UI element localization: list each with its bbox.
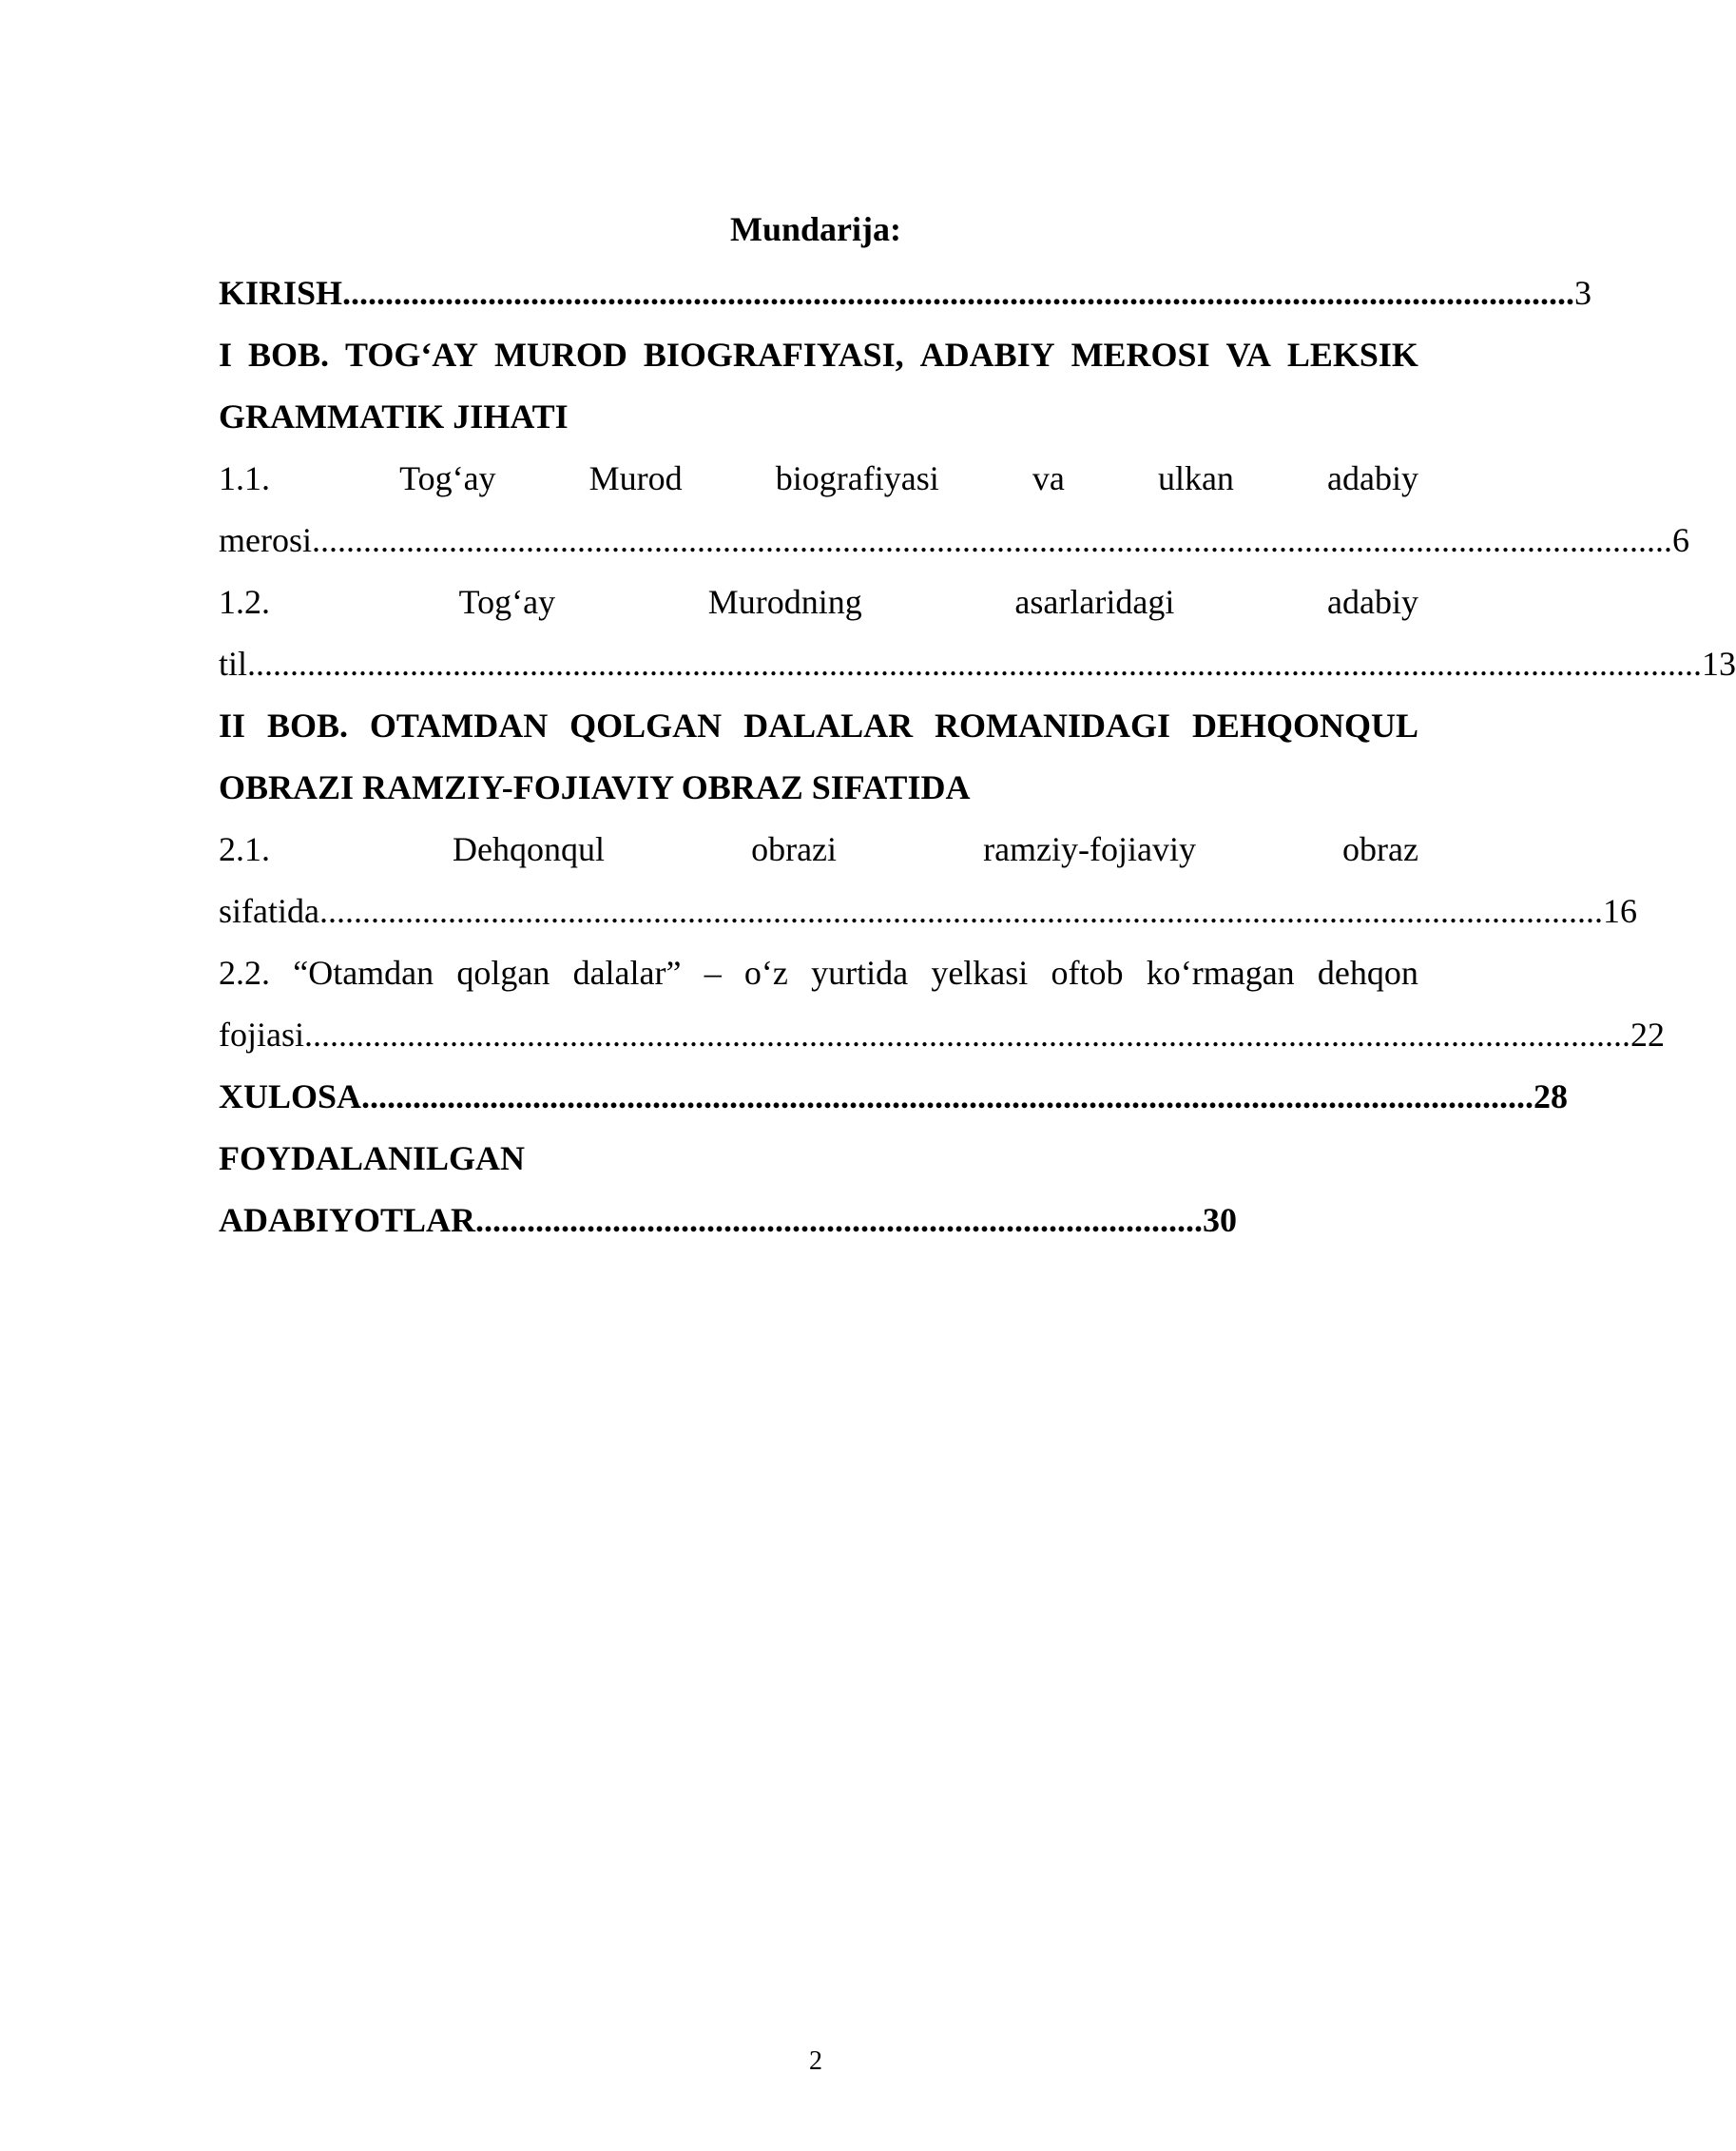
- toc-section-word: va: [1032, 459, 1065, 497]
- toc-chapter-1-line-2: GRAMMATIK JIHATI: [219, 397, 569, 436]
- toc-page-number: 22: [1630, 1016, 1665, 1054]
- toc-chapter-2-line-2: OBRAZI RAMZIY-FOJIAVIY OBRAZ SIFATIDA: [219, 768, 971, 806]
- toc-heading-word: BOB.: [247, 336, 329, 374]
- toc-chapter-1-line-1: [219, 330, 1418, 379]
- toc-leader-dots: ...............................................................................................................................................................: [311, 521, 1672, 559]
- toc-chapter-2-line-1: [219, 701, 1418, 750]
- toc-section-word: dalalar”: [572, 954, 682, 992]
- toc-entry-label: fojiasi: [219, 1016, 304, 1054]
- toc-section-word: dehqon: [1317, 954, 1418, 992]
- toc-section-word: “Otamdan: [293, 954, 434, 992]
- toc-section-word: Tog‘ay: [399, 459, 496, 497]
- toc-entry-label: ADABIYOTLAR: [219, 1201, 476, 1239]
- toc-heading-word: ADABIY: [919, 336, 1055, 374]
- toc-page-number: 28: [1533, 1077, 1569, 1115]
- toc-section-word: Tog‘ay: [458, 583, 556, 621]
- toc-entry-xulosa: [219, 1072, 1569, 1121]
- toc-heading-word: BIOGRAFIYASI,: [643, 336, 904, 374]
- toc-section-2-2: [219, 948, 1418, 998]
- toc-section-word: yurtida: [811, 954, 909, 992]
- toc-heading-word: ROMANIDAGI: [935, 707, 1171, 745]
- toc-entry-references-line-1: FOYDALANILGAN: [219, 1139, 526, 1177]
- toc-section-word: Dehqonqul: [453, 830, 606, 868]
- toc-entry-label: merosi: [219, 521, 312, 559]
- toc-leader-dots: ...........................................................................................................................................................: [303, 1016, 1630, 1054]
- toc-heading-word: VA: [1225, 336, 1271, 374]
- toc-page-number: 13: [1702, 645, 1736, 683]
- toc-section-word: adabiy: [1327, 459, 1418, 497]
- toc-section-number: 1.1.: [219, 459, 270, 497]
- toc-section-word: asarlaridagi: [1014, 583, 1175, 621]
- toc-heading-word: MEROSI: [1071, 336, 1210, 374]
- toc-page-number: 3: [1574, 274, 1592, 312]
- toc-section-2-1-continuation: [219, 886, 1637, 936]
- toc-section-word: o‘z: [743, 954, 788, 992]
- toc-section-word: –: [704, 954, 722, 992]
- toc-section-word: biografiyasi: [775, 459, 939, 497]
- toc-section-word: Murodning: [707, 583, 862, 621]
- toc-heading-word: DEHQONQUL: [1191, 707, 1418, 745]
- toc-leader-dots: ......................................................................................................................................................: [318, 892, 1603, 930]
- toc-heading-word: DALALAR: [743, 707, 914, 745]
- toc-section-word: oftob: [1051, 954, 1124, 992]
- toc-title: Mundarija:: [730, 210, 901, 248]
- toc-section-word: Murod: [588, 459, 683, 497]
- toc-entry-references-line-2: [219, 1195, 1418, 1245]
- toc-entry-label: sifatida: [219, 892, 319, 930]
- toc-leader-dots: .....................................................................................: [475, 1201, 1204, 1239]
- toc-section-word: ko‘rmagan: [1146, 954, 1295, 992]
- toc-section-word: obraz: [1342, 830, 1418, 868]
- toc-heading-word: II: [219, 707, 246, 745]
- toc-section-2-2-continuation: [219, 1010, 1665, 1059]
- toc-section-1-2: [219, 577, 1418, 627]
- toc-section-number: 2.2.: [219, 954, 270, 992]
- toc-heading-word: QOLGAN: [569, 707, 723, 745]
- toc-section-word: ulkan: [1157, 459, 1234, 497]
- toc-leader-dots: ..........................................................................................................................................................................: [247, 645, 1703, 683]
- toc-section-1-2-continuation: [219, 639, 1736, 688]
- toc-leader-dots: ................................................................................................................................................: [342, 274, 1575, 312]
- page-number: 2: [809, 2046, 822, 2076]
- toc-section-word: yelkasi: [931, 954, 1029, 992]
- toc-page-number: 6: [1671, 521, 1689, 559]
- toc-heading-word: I: [219, 336, 233, 374]
- toc-heading-word: OTAMDAN: [369, 707, 549, 745]
- toc-heading-word: TOG‘AY: [344, 336, 478, 374]
- toc-leader-dots: .........................................................................................................................................: [361, 1077, 1534, 1115]
- toc-section-number: 1.2.: [219, 583, 270, 621]
- toc-entry-label: KIRISH: [219, 274, 343, 312]
- toc-heading-word: LEKSIK: [1286, 336, 1418, 374]
- toc-page-number: 30: [1203, 1201, 1238, 1239]
- toc-section-word: obrazi: [751, 830, 838, 868]
- toc-entry-label: XULOSA: [219, 1077, 362, 1115]
- toc-heading-word: BOB.: [266, 707, 348, 745]
- toc-section-number: 2.1.: [219, 830, 270, 868]
- toc-entry-kirish: [219, 268, 1592, 318]
- toc-section-word: qolgan: [456, 954, 550, 992]
- toc-section-1-1-continuation: [219, 515, 1689, 565]
- toc-section-word: adabiy: [1326, 583, 1418, 621]
- toc-section-2-1: [219, 824, 1418, 874]
- toc-page-number: 16: [1602, 892, 1637, 930]
- toc-entry-label: til: [219, 645, 248, 683]
- toc-heading-word: MUROD: [493, 336, 627, 374]
- toc-section-1-1: [219, 454, 1418, 503]
- toc-section-word: ramziy-fojiaviy: [983, 830, 1196, 868]
